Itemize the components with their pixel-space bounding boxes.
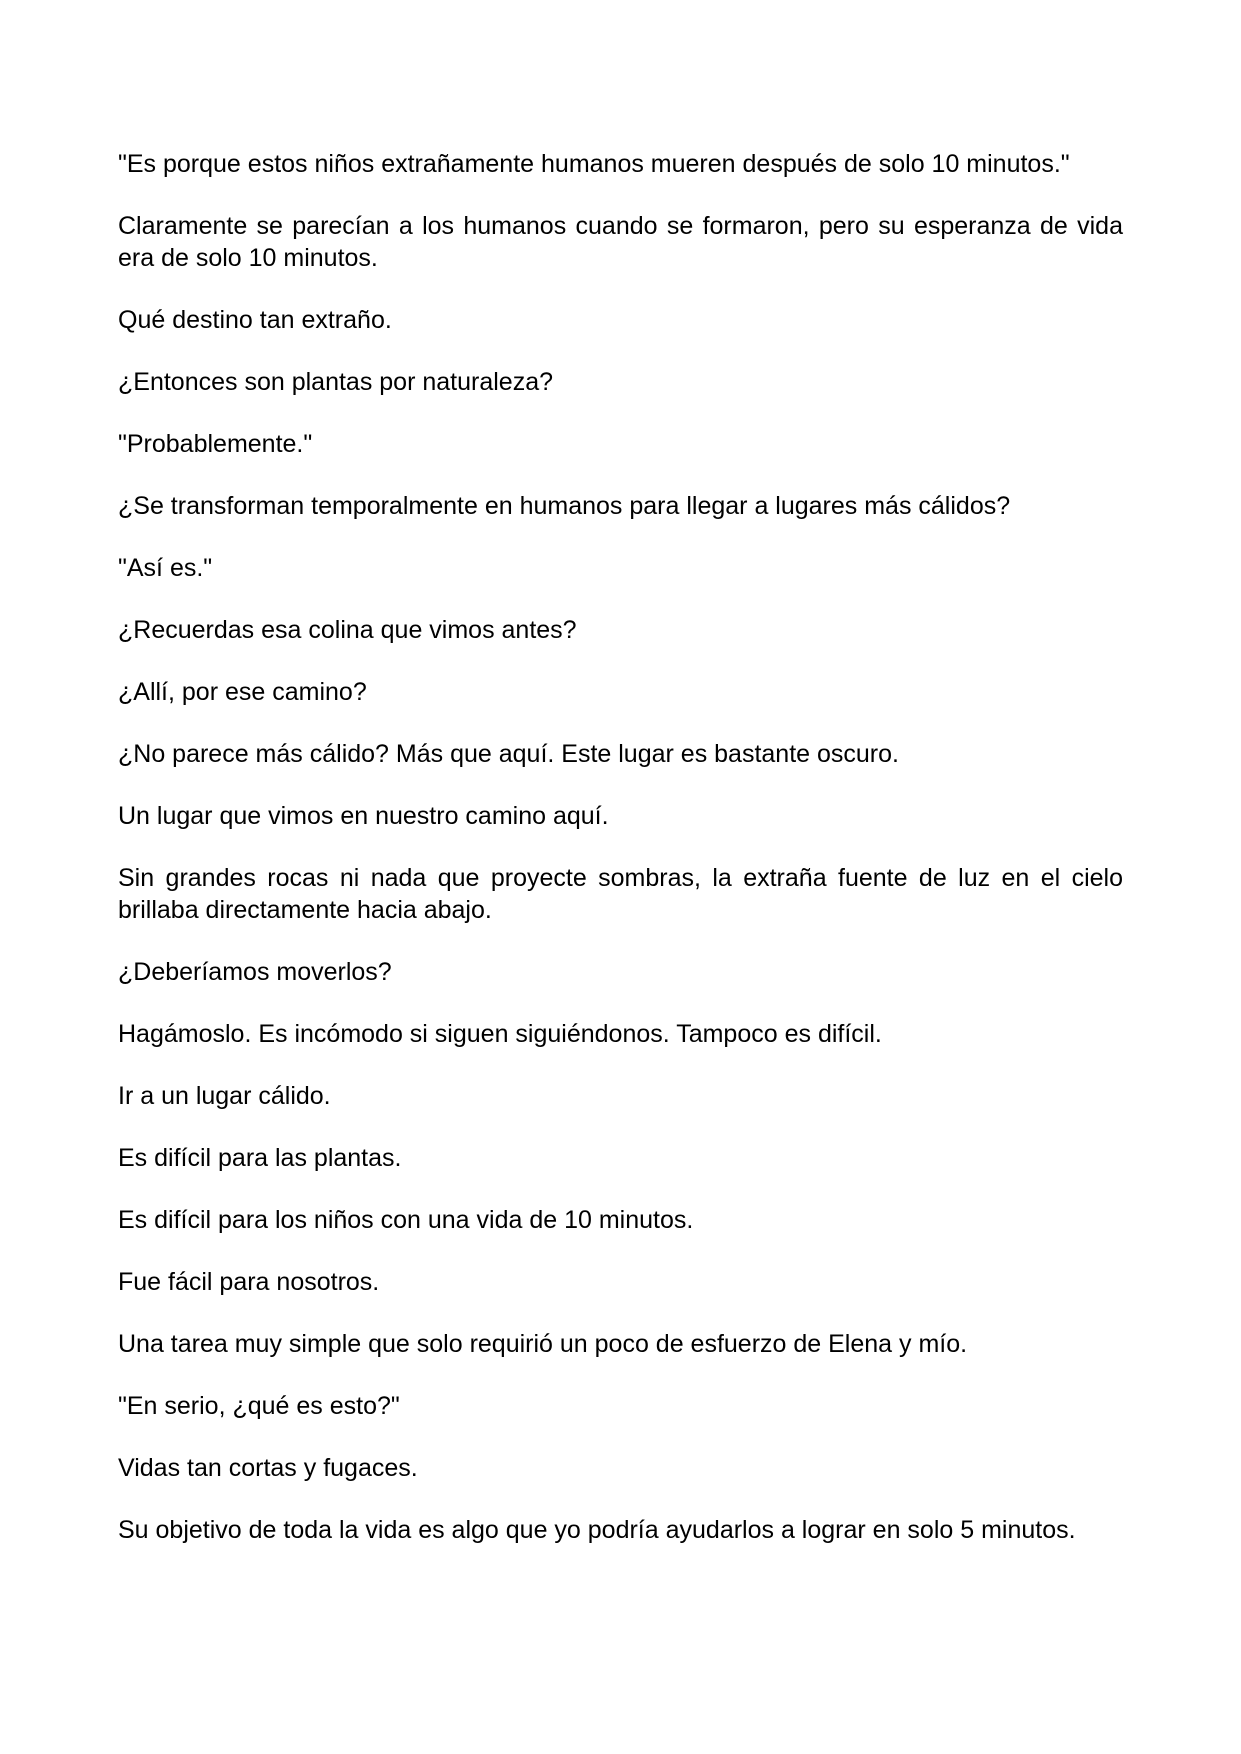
paragraph: "Es porque estos niños extrañamente humanos mueren después de solo 10 minutos." bbox=[118, 150, 1070, 178]
paragraph: Qué destino tan extraño. bbox=[118, 306, 392, 334]
paragraph: Su objetivo de toda la vida es algo que yo podría ayudarlos a lograr en solo 5 minutos. bbox=[118, 1516, 1076, 1544]
paragraph: ¿Entonces son plantas por naturaleza? bbox=[118, 368, 553, 396]
paragraph: Claramente se parecían a los humanos cuando se formaron, pero su esperanza de vida era de solo 10 minutos. bbox=[118, 212, 1123, 272]
paragraph: Vidas tan cortas y fugaces. bbox=[118, 1454, 418, 1482]
paragraph: "Probablemente." bbox=[118, 430, 313, 458]
paragraph: ¿Se transforman temporalmente en humanos para llegar a lugares más cálidos? bbox=[118, 492, 1011, 520]
paragraph: ¿Allí, por ese camino? bbox=[118, 678, 367, 706]
paragraph: "Así es." bbox=[118, 554, 213, 582]
paragraph: Es difícil para los niños con una vida de 10 minutos. bbox=[118, 1206, 694, 1234]
paragraph: Hagámoslo. Es incómodo si siguen siguiéndonos. Tampoco es difícil. bbox=[118, 1020, 882, 1048]
paragraph: ¿No parece más cálido? Más que aquí. Este lugar es bastante oscuro. bbox=[118, 740, 899, 768]
paragraph: Un lugar que vimos en nuestro camino aquí. bbox=[118, 802, 609, 830]
paragraph: Fue fácil para nosotros. bbox=[118, 1268, 380, 1296]
paragraph: ¿Deberíamos moverlos? bbox=[118, 958, 392, 986]
document-body bbox=[118, 148, 1123, 1546]
paragraph: ¿Recuerdas esa colina que vimos antes? bbox=[118, 616, 577, 644]
paragraph: Sin grandes rocas ni nada que proyecte sombras, la extraña fuente de luz en el cielo brillaba directamente hacia abajo. bbox=[118, 864, 1123, 924]
paragraph: Una tarea muy simple que solo requirió un poco de esfuerzo de Elena y mío. bbox=[118, 1330, 968, 1358]
paragraph: Ir a un lugar cálido. bbox=[118, 1082, 331, 1110]
paragraph: "En serio, ¿qué es esto?" bbox=[118, 1392, 400, 1420]
paragraph: Es difícil para las plantas. bbox=[118, 1144, 402, 1172]
